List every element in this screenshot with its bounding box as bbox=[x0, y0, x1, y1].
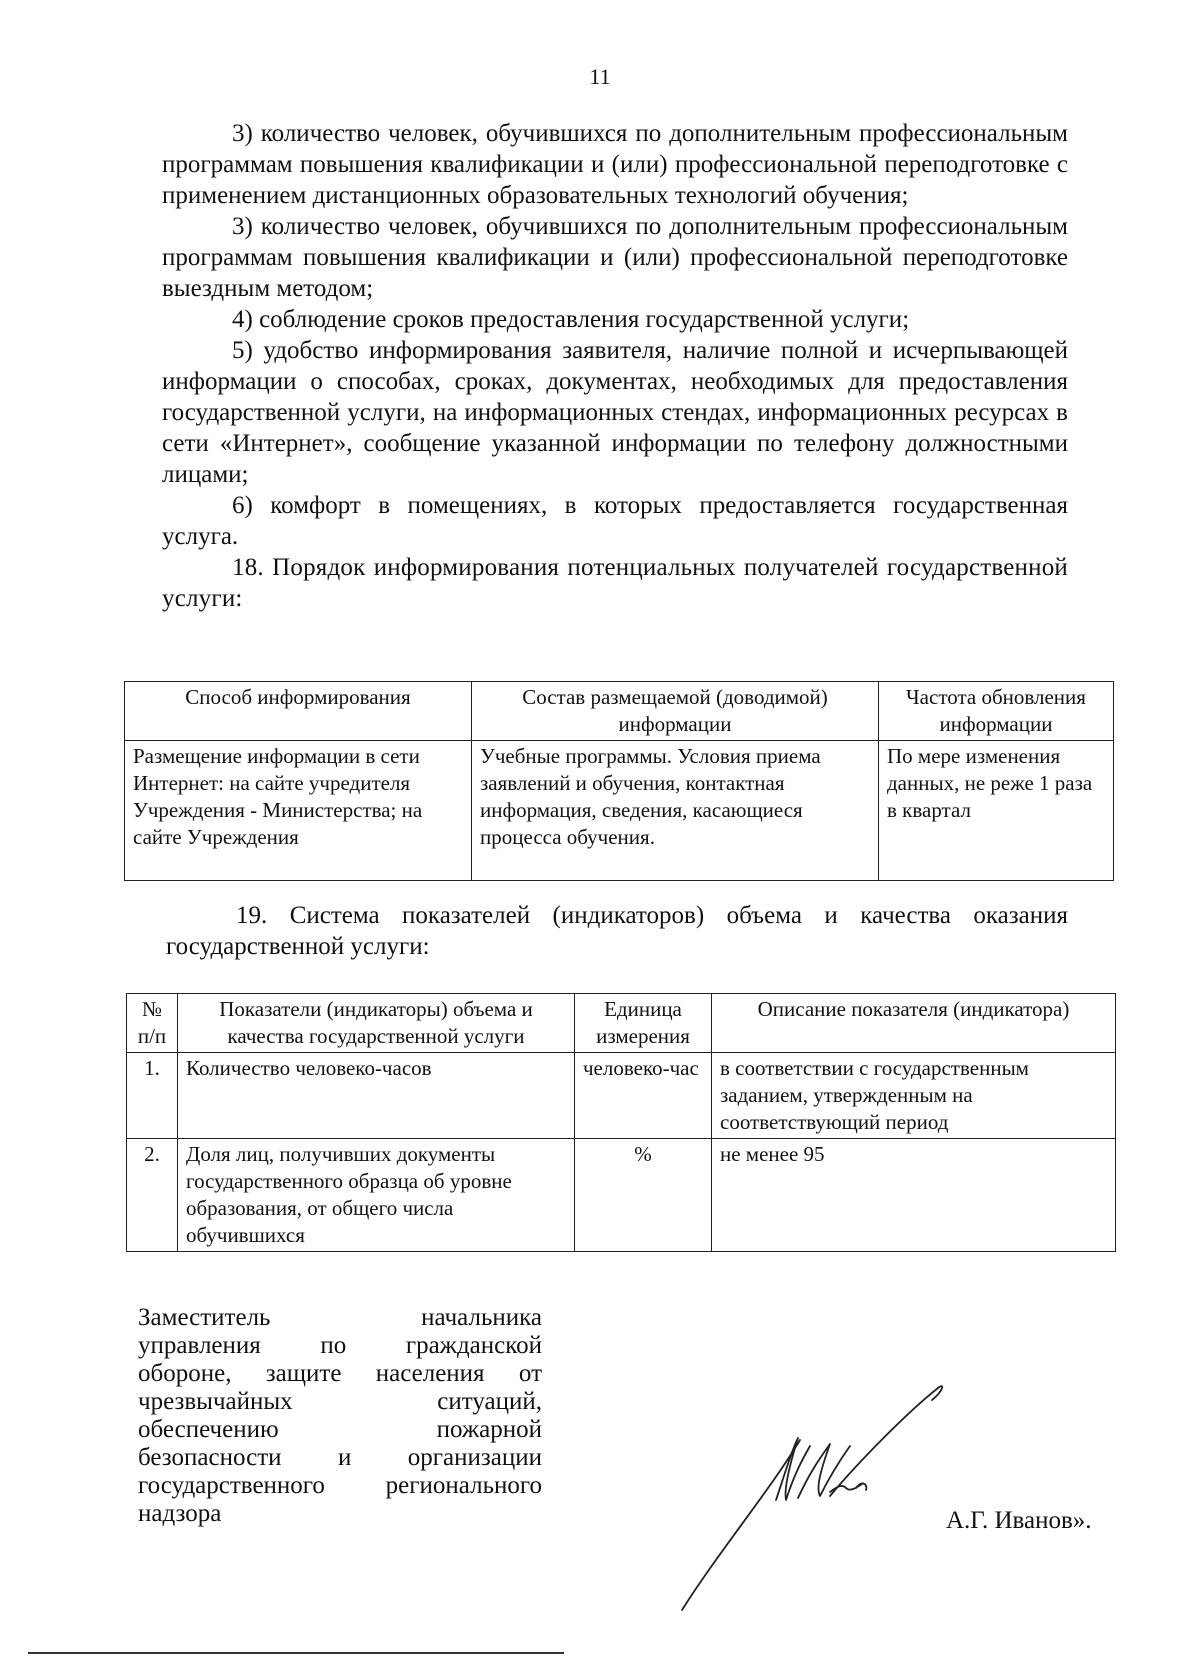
signature-image bbox=[680, 1380, 980, 1620]
information-table bbox=[124, 681, 1114, 881]
signer-title-line: Заместитель начальника bbox=[138, 1304, 542, 1331]
paragraph: 4) соблюдение сроков предоставления государственной услуги; bbox=[232, 306, 910, 333]
header-cell: № п/п bbox=[127, 994, 178, 1053]
table-cell: 1. bbox=[127, 1053, 178, 1139]
signer-title-line: управления по гражданской bbox=[138, 1332, 542, 1359]
signer-title-line: надзора bbox=[138, 1500, 222, 1527]
signer-title-line: государственного регионального bbox=[138, 1472, 542, 1499]
paragraph: 3) количество человек, обучившихся по дополнительным профессиональным программам повышения квалификации и (или) профессиональной переподготовке выездным методом; bbox=[162, 213, 1068, 302]
header-cell: Описание показателя (индикатора) bbox=[712, 994, 1116, 1053]
table-row bbox=[127, 1053, 1116, 1139]
signer-title-line: обороне, защите населения от bbox=[138, 1360, 542, 1387]
table-header-row bbox=[125, 682, 1114, 741]
header-cell: Состав размещаемой (доводимой) информации bbox=[472, 682, 879, 741]
header-cell: Единица измерения bbox=[575, 994, 712, 1053]
paragraph: 5) удобство информирования заявителя, наличие полной и исчерпывающей информации о способах, сроках, документах, необходимых для предоставления государственной услуги, на информационных стендах, информационных ресурсах в сети «Интернет», сообщение указанной информации по телефону должностными лицами; bbox=[162, 337, 1068, 488]
table-cell: Учебные программы. Условия приема заявлений и обучения, контактная информация, сведения, касающиеся процесса обучения. bbox=[472, 741, 879, 881]
table-header-row bbox=[127, 994, 1116, 1053]
table-cell: не менее 95 bbox=[712, 1139, 1116, 1252]
table-cell: Размещение информации в сети Интернет: на сайте учредителя Учреждения - Министерства; на сайте Учреждения bbox=[125, 741, 472, 881]
page-number: 11 bbox=[589, 64, 611, 89]
indicators-table bbox=[126, 993, 1116, 1252]
signee-name: А.Г. Иванов». bbox=[946, 1507, 1092, 1534]
table-cell: в соответствии с государственным заданием, утвержденным на соответствующий период bbox=[712, 1053, 1116, 1139]
table-row bbox=[125, 741, 1114, 881]
table-cell: 2. bbox=[127, 1139, 178, 1252]
signer-title-line: безопасности и организации bbox=[138, 1444, 542, 1471]
header-cell: Частота обновления информации bbox=[879, 682, 1114, 741]
signer-title-line: обеспечению пожарной bbox=[138, 1416, 542, 1443]
signer-title-line: чрезвычайных ситуаций, bbox=[138, 1388, 542, 1415]
table-cell: Доля лиц, получивших документы государственного образца об уровне образования, от общего числа обучившихся bbox=[178, 1139, 575, 1252]
paragraph: 6) комфорт в помещениях, в которых предоставляется государственная услуга. bbox=[162, 492, 1068, 550]
table-cell: человеко-час bbox=[575, 1053, 712, 1139]
header-cell: Показатели (индикаторы) объема и качества государственной услуги bbox=[178, 994, 575, 1053]
section-19-heading: 19. Система показателей (индикаторов) объема и качества оказания государственной услуги: bbox=[166, 902, 1068, 960]
signer-title bbox=[138, 1304, 542, 1528]
section-18-heading: 18. Порядок информирования потенциальных получателей государственной услуги: bbox=[162, 554, 1068, 612]
footer-rule bbox=[28, 1652, 564, 1654]
body-text bbox=[162, 118, 1068, 614]
table-cell: % bbox=[575, 1139, 712, 1252]
table-cell: Количество человеко-часов bbox=[178, 1053, 575, 1139]
paragraph: 3) количество человек, обучившихся по дополнительным профессиональным программам повышения квалификации и (или) профессиональной переподготовке с применением дистанционных образовательных технологий обучения; bbox=[162, 120, 1068, 209]
header-cell: Способ информирования bbox=[125, 682, 472, 741]
table-cell: По мере изменения данных, не реже 1 раза в квартал bbox=[879, 741, 1114, 881]
table-row bbox=[127, 1139, 1116, 1252]
